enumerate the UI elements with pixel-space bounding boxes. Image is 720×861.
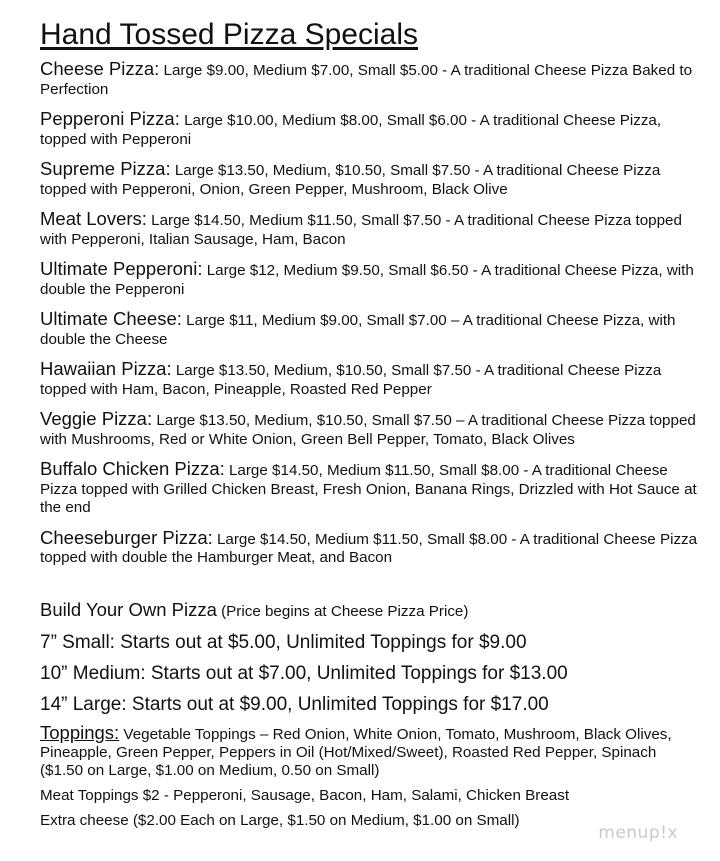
special-description: Large $13.50, Medium, $10.50, Small $7.50 - A traditional Cheese Pizza topped with Ham, Bacon, Pineapple, Roasted Red Pepper: [40, 362, 662, 398]
specials-list: [40, 60, 700, 568]
build-your-own-section: [40, 598, 700, 830]
special-name: Cheeseburger Pizza:: [40, 526, 213, 548]
special-item: [40, 526, 700, 568]
special-item: [40, 360, 700, 399]
special-name: Cheese Pizza:: [40, 58, 160, 79]
special-description: Large $14.50, Medium $11.50, Small $8.00 - A traditional Cheese Pizza topped with double the Hamburger Meat, and Bacon: [40, 530, 698, 566]
byo-note: (Price begins at Cheese Pizza Price): [216, 602, 469, 620]
special-name: Hawaiian Pizza:: [40, 358, 172, 379]
special-description: Large $11, Medium $9.00, Small $7.00 – A traditional Cheese Pizza, with double the Cheese: [40, 312, 676, 348]
special-item: [40, 160, 700, 199]
page-title: Hand Tossed Pizza Specials: [40, 18, 418, 51]
vegetable-toppings: [40, 721, 700, 780]
special-description: Large $12, Medium $9.50, Small $6.50 - A traditional Cheese Pizza, with double the Pepperoni: [40, 262, 694, 298]
special-item: [40, 310, 700, 349]
menu-page: [40, 16, 700, 830]
special-name: Ultimate Pepperoni:: [40, 258, 203, 279]
size-large-line: 14” Large: Starts out at $9.00, Unlimited Toppings for $17.00: [40, 693, 549, 715]
size-medium-line: 10” Medium: Starts out at $7.00, Unlimited Toppings for $13.00: [40, 662, 568, 684]
special-name: Veggie Pizza:: [40, 408, 153, 429]
special-item: [40, 460, 700, 518]
toppings-text: Vegetable Toppings – Red Onion, White Onion, Tomato, Mushroom, Black Olives, Pineapple, Green Pepper, Peppers in Oil (Hot/Mixed/Sweet), Roasted Red Pepper, Spinach ($1.50 on Large, $1.00 on Medium, 0.50 on Small): [40, 725, 672, 779]
build-your-own-heading: [40, 598, 700, 624]
special-name: Buffalo Chicken Pizza:: [40, 458, 225, 479]
special-description: Large $14.50, Medium $11.50, Small $7.50 - A traditional Cheese Pizza topped with Pepperoni, Italian Sausage, Ham, Bacon: [40, 212, 682, 248]
special-item: [40, 110, 700, 149]
size-small-line: 7” Small: Starts out at $5.00, Unlimited Toppings for $9.00: [40, 631, 527, 653]
special-description: Large $13.50, Medium, $10.50, Small $7.50 – A traditional Cheese Pizza topped with Mushrooms, Red or White Onion, Green Bell Pepper, Tomato, Black Olives: [40, 412, 696, 448]
special-name: Ultimate Cheese:: [40, 308, 182, 329]
special-item: [40, 410, 700, 449]
special-description: Large $14.50, Medium $11.50, Small $8.00 - A traditional Cheese Pizza topped with Grilled Chicken Breast, Fresh Onion, Banana Rings, Drizzled with Hot Sauce at the end: [40, 462, 697, 516]
special-item: [40, 60, 700, 99]
special-name: Meat Lovers:: [40, 208, 147, 229]
special-name: Pepperoni Pizza:: [40, 108, 180, 129]
special-name: Supreme Pizza:: [40, 158, 171, 179]
toppings-label: Toppings:: [40, 721, 120, 743]
special-description: Large $10.00, Medium $8.00, Small $6.00 - A traditional Cheese Pizza, topped with Pepperoni: [40, 112, 662, 148]
watermark-logo: menup!x: [598, 823, 678, 843]
special-item: [40, 260, 700, 299]
byo-title: Build Your Own Pizza: [40, 598, 217, 620]
meat-toppings-line: Meat Toppings $2 - Pepperoni, Sausage, Bacon, Ham, Salami, Chicken Breast: [40, 786, 570, 804]
special-description: Large $9.00, Medium $7.00, Small $5.00 - A traditional Cheese Pizza Baked to Perfection: [40, 62, 693, 98]
extra-cheese-line: Extra cheese ($2.00 Each on Large, $1.50 on Medium, $1.00 on Small): [40, 811, 520, 829]
special-description: Large $13.50, Medium, $10.50, Small $7.50 - A traditional Cheese Pizza topped with Pepperoni, Onion, Green Pepper, Mushroom, Black Olive: [40, 162, 661, 198]
special-item: [40, 210, 700, 249]
